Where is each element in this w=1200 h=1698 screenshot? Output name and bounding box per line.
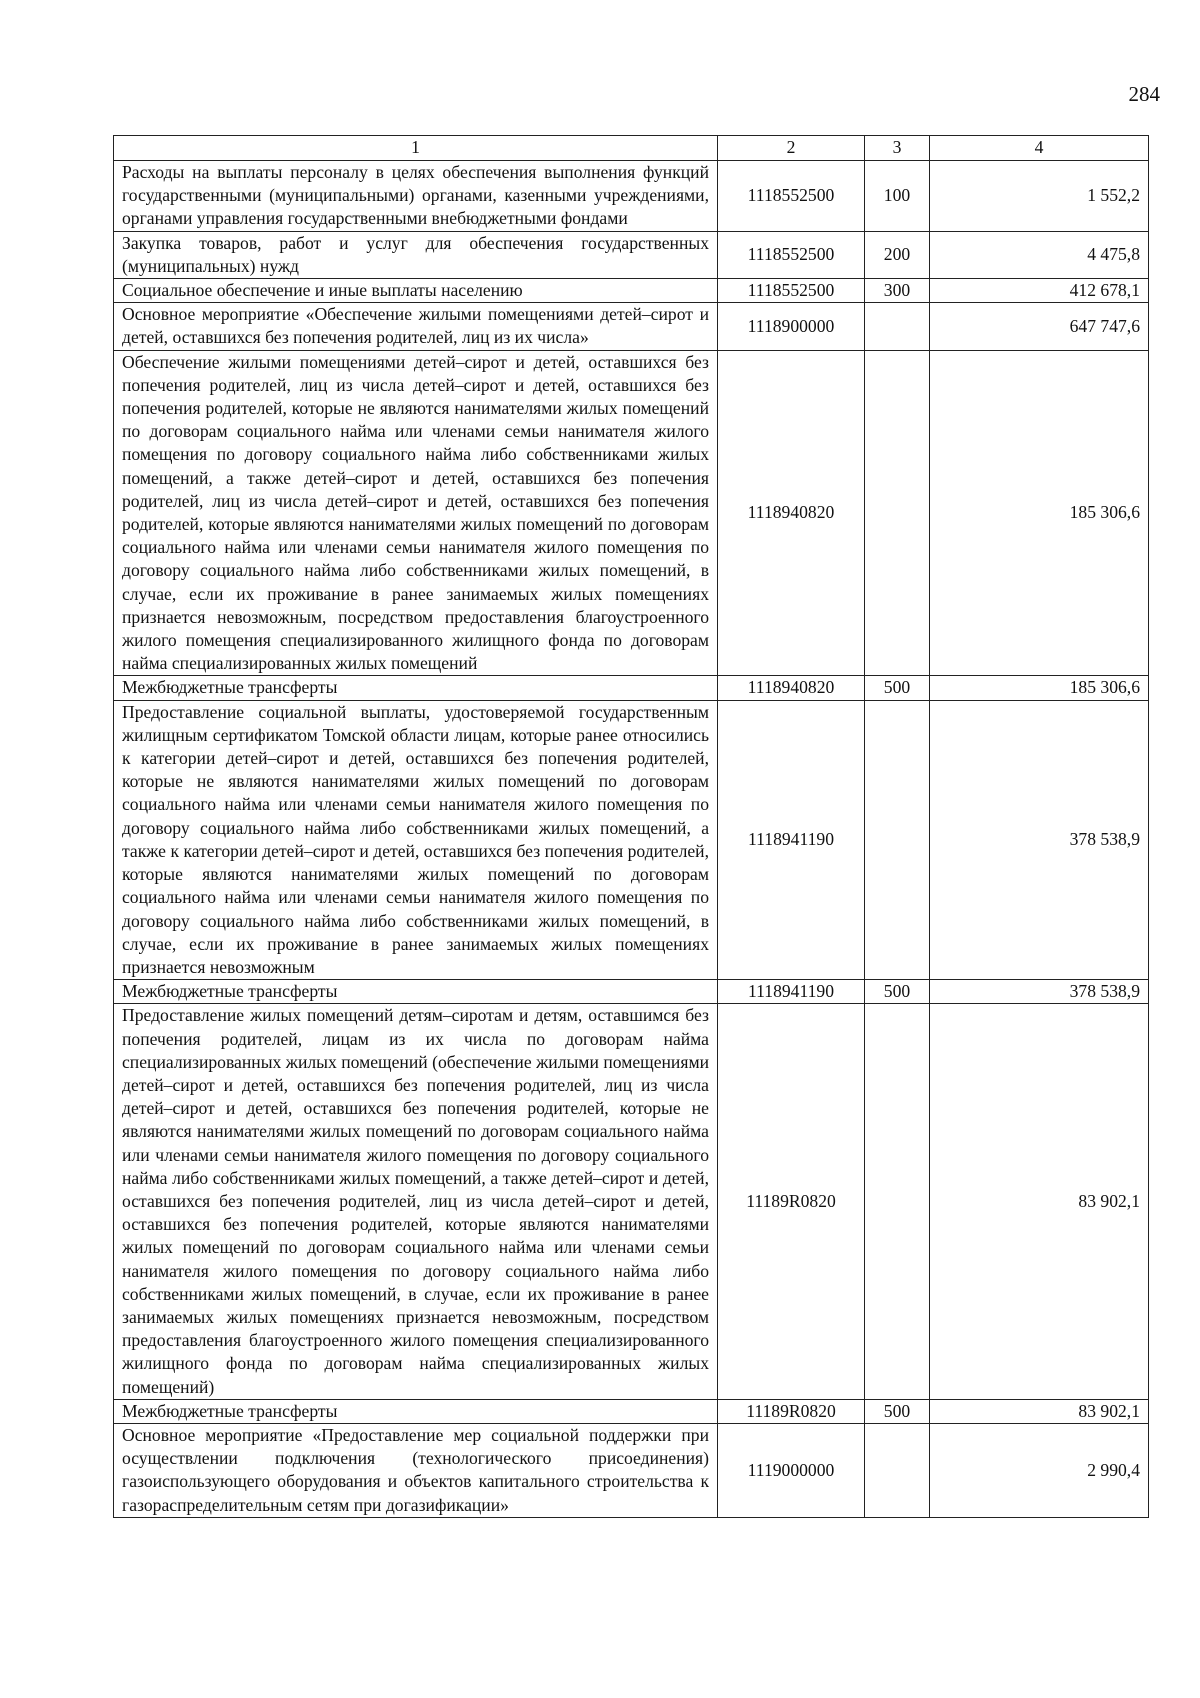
table-row bbox=[114, 350, 1149, 676]
row-amount: 378 538,9 bbox=[930, 700, 1149, 979]
row-type bbox=[865, 700, 930, 979]
header-col-2: 2 bbox=[718, 136, 865, 161]
table-row bbox=[114, 279, 1149, 303]
row-code: 1118940820 bbox=[718, 350, 865, 676]
row-description: Основное мероприятие «Предоставление мер социальной поддержки при осуществлении подключения (технологического присоединения) газоиспользующего оборудования и объектов капитального строительства к газораспределительным сетям при догазификации» bbox=[114, 1423, 718, 1517]
row-amount: 2 990,4 bbox=[930, 1423, 1149, 1517]
header-col-3: 3 bbox=[865, 136, 930, 161]
table-row bbox=[114, 231, 1149, 278]
table-row bbox=[114, 1004, 1149, 1399]
row-amount: 4 475,8 bbox=[930, 231, 1149, 278]
row-amount: 185 306,6 bbox=[930, 350, 1149, 676]
budget-table bbox=[113, 135, 1149, 1518]
table-row bbox=[114, 161, 1149, 232]
row-type bbox=[865, 350, 930, 676]
header-row bbox=[114, 136, 1149, 161]
page-number: 284 bbox=[1128, 82, 1160, 106]
row-code: 1118552500 bbox=[718, 231, 865, 278]
row-description: Основное мероприятие «Обеспечение жилыми помещениями детей–сирот и детей, оставшихся без попечения родителей, лиц из их числа» bbox=[114, 303, 718, 350]
table-row bbox=[114, 700, 1149, 979]
row-code: 11189R0820 bbox=[718, 1399, 865, 1423]
table-row bbox=[114, 980, 1149, 1004]
row-description: Обеспечение жилыми помещениями детей–сирот и детей, оставшихся без попечения родителей, лиц из числа детей–сирот и детей, оставшихся без попечения родителей, которые не являются нанимателями жилых помещений по договорам социального найма или членами семьи нанимателя жилого помещения по договору социального найма либо собственниками жилых помещений, а также детей–сирот и детей, оставшихся без попечения родителей, лиц из числа детей–сирот и детей, оставшихся без попечения родителей, которые являются нанимателями жилых помещений по договорам социального найма или членами семьи нанимателя жилого помещения по договору социального найма либо собственниками жилых помещений, в случае, если их проживание в ранее занимаемых жилых помещениях признается невозможным, посредством предоставления благоустроенного жилого помещения специализированного жилищного фонда по договорам найма специализированных жилых помещений bbox=[114, 350, 718, 676]
row-amount: 1 552,2 bbox=[930, 161, 1149, 232]
row-code: 1118940820 bbox=[718, 676, 865, 700]
row-type: 500 bbox=[865, 676, 930, 700]
row-code: 1118941190 bbox=[718, 980, 865, 1004]
row-type: 200 bbox=[865, 231, 930, 278]
row-description: Межбюджетные трансферты bbox=[114, 676, 718, 700]
row-type bbox=[865, 1423, 930, 1517]
row-description: Межбюджетные трансферты bbox=[114, 980, 718, 1004]
row-type: 500 bbox=[865, 980, 930, 1004]
row-code: 1118552500 bbox=[718, 279, 865, 303]
row-amount: 83 902,1 bbox=[930, 1004, 1149, 1399]
header-col-1: 1 bbox=[114, 136, 718, 161]
row-type bbox=[865, 303, 930, 350]
row-amount: 412 678,1 bbox=[930, 279, 1149, 303]
row-code: 1119000000 bbox=[718, 1423, 865, 1517]
row-description: Предоставление социальной выплаты, удостоверяемой государственным жилищным сертификатом Томской области лицам, которые ранее относились к категории детей–сирот и детей, оставшихся без попечения родителей, которые не являются нанимателями жилых помещений по договорам социального найма или членами семьи нанимателя жилого помещения по договору социального найма либо собственниками жилых помещений, а также к категории детей–сирот и детей, оставшихся без попечения родителей, которые являются нанимателями жилых помещений по договорам социального найма или членами семьи нанимателя жилого помещения по договору социального найма либо собственниками жилых помещений, в случае, если их проживание в ранее занимаемых жилых помещениях признается невозможным bbox=[114, 700, 718, 979]
row-code: 1118552500 bbox=[718, 161, 865, 232]
row-code: 11189R0820 bbox=[718, 1004, 865, 1399]
row-description: Межбюджетные трансферты bbox=[114, 1399, 718, 1423]
row-amount: 185 306,6 bbox=[930, 676, 1149, 700]
row-description: Расходы на выплаты персоналу в целях обеспечения выполнения функций государственными (муниципальными) органами, казенными учреждениями, органами управления государственными внебюджетными фондами bbox=[114, 161, 718, 232]
row-code: 1118900000 bbox=[718, 303, 865, 350]
row-type: 500 bbox=[865, 1399, 930, 1423]
row-amount: 83 902,1 bbox=[930, 1399, 1149, 1423]
table-row bbox=[114, 1399, 1149, 1423]
table-row bbox=[114, 303, 1149, 350]
table-row bbox=[114, 676, 1149, 700]
row-code: 1118941190 bbox=[718, 700, 865, 979]
table-row bbox=[114, 1423, 1149, 1517]
row-type: 300 bbox=[865, 279, 930, 303]
row-description: Социальное обеспечение и иные выплаты населению bbox=[114, 279, 718, 303]
header-col-4: 4 bbox=[930, 136, 1149, 161]
row-amount: 378 538,9 bbox=[930, 980, 1149, 1004]
row-type: 100 bbox=[865, 161, 930, 232]
row-description: Предоставление жилых помещений детям–сиротам и детям, оставшимся без попечения родителей, лицам из их числа по договорам найма специализированных жилых помещений (обеспечение жилыми помещениями детей–сирот и детей, оставшихся без попечения родителей, лиц из числа детей–сирот и детей, оставшихся без попечения родителей, которые не являются нанимателями жилых помещений по договорам социального найма или членами семьи нанимателя жилого помещения по договору социального найма либо собственниками жилых помещений, а также детей–сирот и детей, оставшихся без попечения родителей, лиц из числа детей–сирот и детей, оставшихся без попечения родителей, которые являются нанимателями жилых помещений по договорам социального найма или членами семьи нанимателя жилого помещения по договору социального найма либо собственниками жилых помещений, в случае, если их проживание в ранее занимаемых жилых помещениях признается невозможным, посредством предоставления благоустроенного жилого помещения специализированного жилищного фонда по договорам найма специализированных жилых помещений) bbox=[114, 1004, 718, 1399]
row-type bbox=[865, 1004, 930, 1399]
row-amount: 647 747,6 bbox=[930, 303, 1149, 350]
row-description: Закупка товаров, работ и услуг для обеспечения государственных (муниципальных) нужд bbox=[114, 231, 718, 278]
